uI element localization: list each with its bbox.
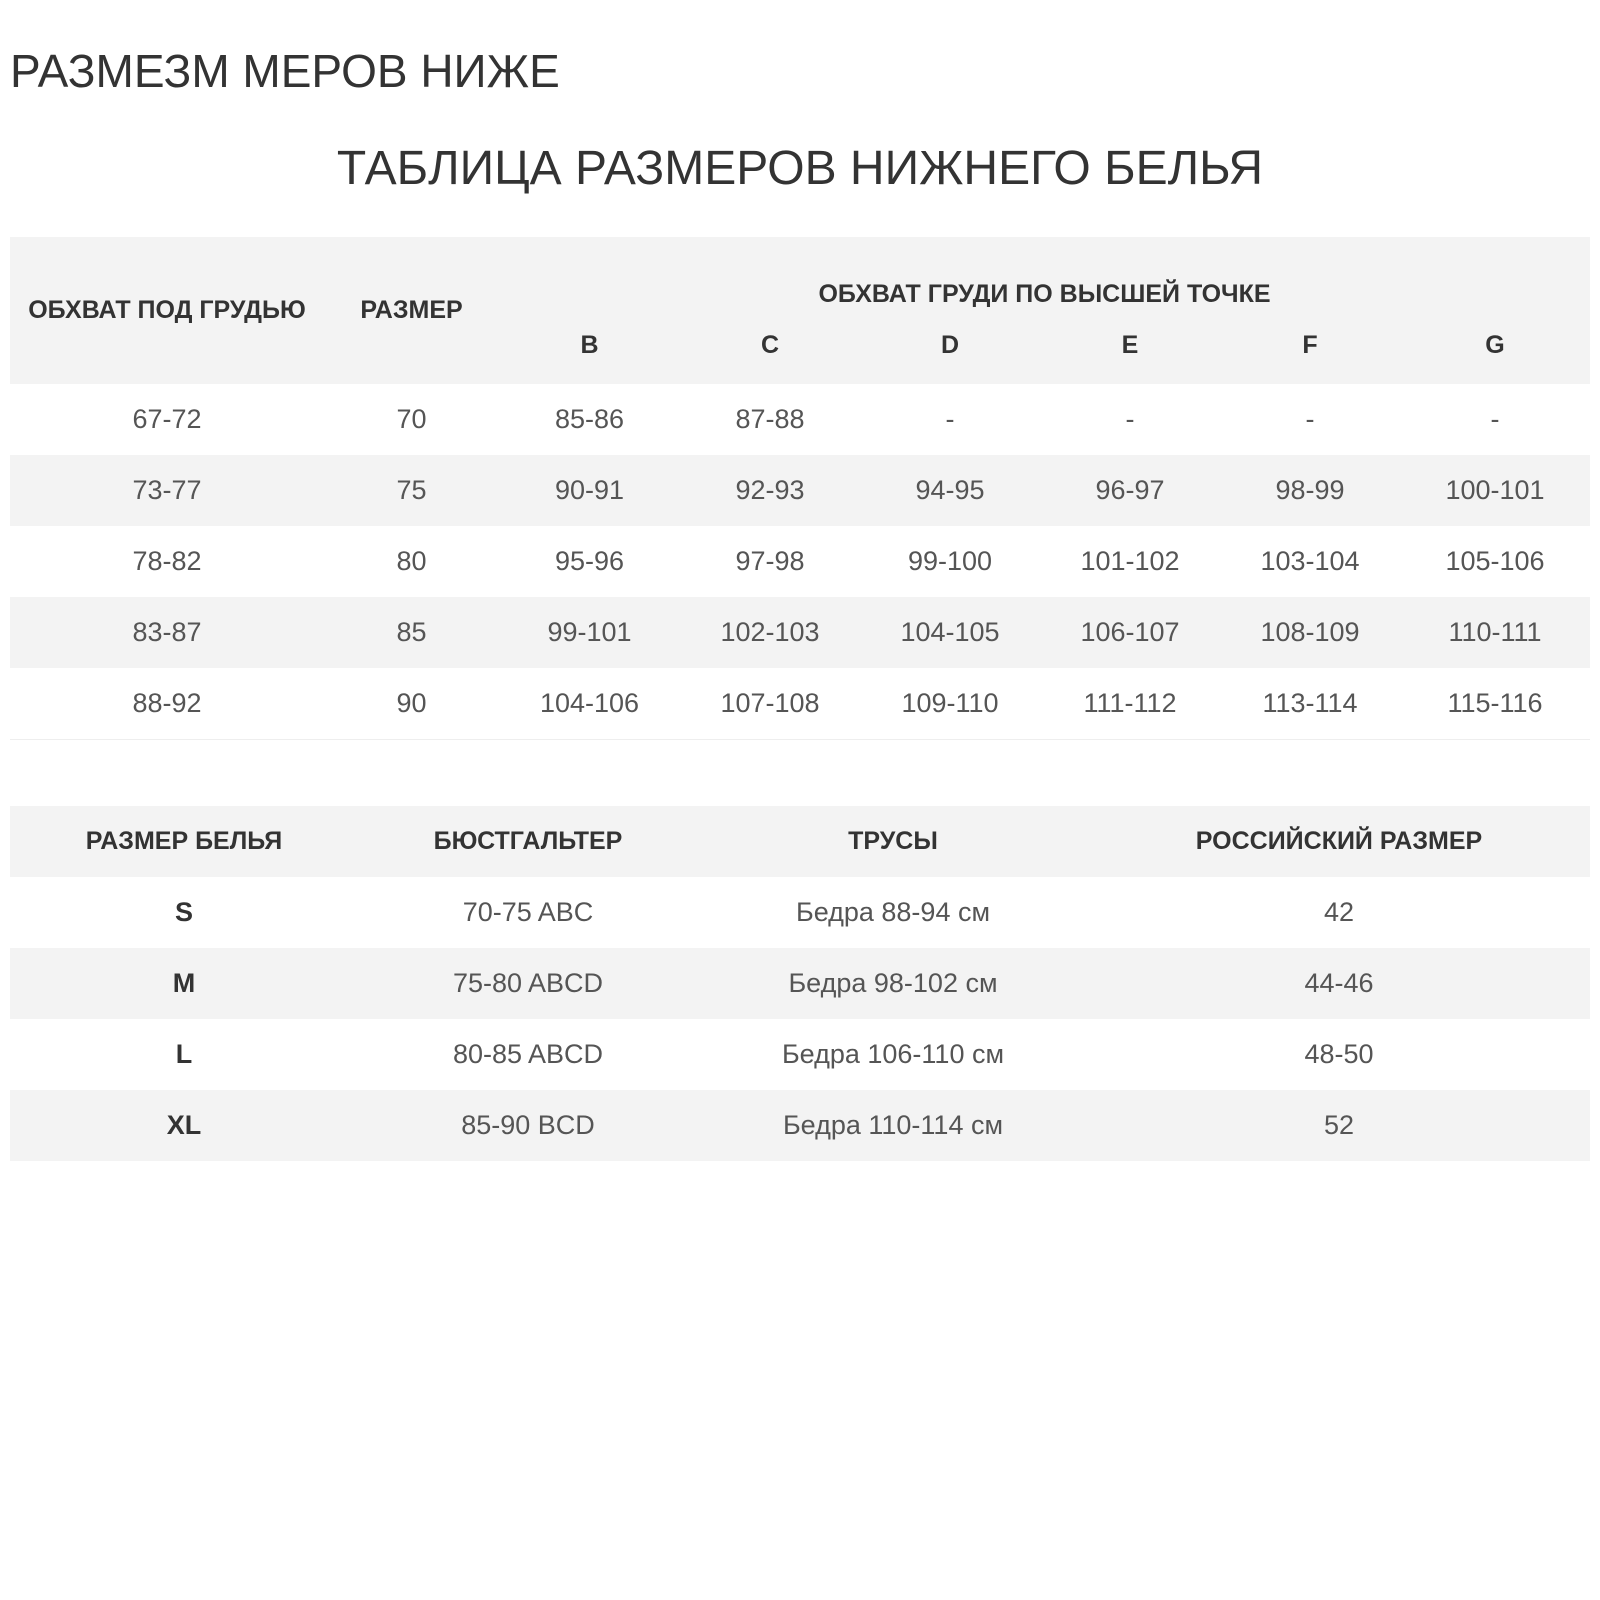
cell-briefs: Бедра 88-94 см xyxy=(795,897,991,927)
table-row xyxy=(10,597,1590,668)
header-lingerie-size: РАЗМЕР БЕЛЬЯ xyxy=(10,806,358,877)
cell-cup: 98-99 xyxy=(1220,455,1400,526)
header-cup xyxy=(1400,313,1590,384)
cell-russian-size: 44-46 xyxy=(1088,948,1590,1019)
cell-cup: - xyxy=(1490,404,1500,434)
header-briefs: ТРУСЫ xyxy=(698,806,1088,877)
bra-size-table xyxy=(10,237,1590,740)
header-cup-label: B xyxy=(580,331,599,359)
cell-cup: 85-86 xyxy=(554,404,625,434)
cell-cup: - xyxy=(945,404,955,434)
cell-underbust: 67-72 xyxy=(132,404,202,434)
cell-cup: 110-111 xyxy=(1400,597,1590,668)
cell-cup: 96-97 xyxy=(1040,455,1220,526)
cell-cup: 92-93 xyxy=(680,455,860,526)
header-cup xyxy=(1220,313,1400,384)
header-cup xyxy=(499,313,680,384)
header-bust-group: ОБХВАТ ГРУДИ ПО ВЫСШЕЙ ТОЧКЕ xyxy=(499,237,1590,313)
cell-cup: 104-106 xyxy=(499,668,680,740)
table-row xyxy=(10,1090,1590,1161)
cell-lingerie-size: M xyxy=(10,948,358,1019)
cell-russian-size: 52 xyxy=(1088,1090,1590,1161)
cell-underbust: 78-82 xyxy=(132,546,202,576)
cell-underbust: 73-77 xyxy=(10,455,324,526)
cell-cup: 109-110 xyxy=(860,668,1040,740)
cell-russian-size: 48-50 xyxy=(1304,1039,1374,1069)
lingerie-size-table xyxy=(10,806,1590,1161)
cell-underbust: 88-92 xyxy=(10,668,324,740)
cell-cup: 101-102 xyxy=(1080,546,1180,576)
cell-size: 85 xyxy=(324,597,499,668)
top-heading: РАЗМЕЗМ МЕРОВ НИЖЕ xyxy=(10,45,560,97)
cell-size: 70 xyxy=(396,404,427,434)
cell-cup: 104-105 xyxy=(860,597,1040,668)
cell-cup: 111-112 xyxy=(1040,668,1220,740)
cell-cup: 95-96 xyxy=(554,546,625,576)
table-row xyxy=(10,384,1590,455)
cell-bra: 85-90 BCD xyxy=(358,1090,698,1161)
cell-lingerie-size: S xyxy=(174,897,193,927)
size-table-header-row xyxy=(10,806,1590,877)
cell-cup: 90-91 xyxy=(499,455,680,526)
cell-cup: 115-116 xyxy=(1400,668,1590,740)
cell-russian-size: 42 xyxy=(1323,897,1355,927)
header-russian-size: РОССИЙСКИЙ РАЗМЕР xyxy=(1088,806,1590,877)
table-row xyxy=(10,877,1590,948)
cell-bra: 75-80 ABCD xyxy=(358,948,698,1019)
cell-cup: 87-88 xyxy=(735,404,805,434)
bra-table-header-row xyxy=(10,237,1590,313)
header-underbust: ОБХВАТ ПОД ГРУДЬЮ xyxy=(10,237,324,384)
table-row xyxy=(10,668,1590,740)
cell-cup: - xyxy=(1305,404,1315,434)
header-size: РАЗМЕР xyxy=(324,237,499,384)
cell-size: 75 xyxy=(324,455,499,526)
cell-cup: 99-100 xyxy=(907,546,993,576)
header-bra: БЮСТГАЛЬТЕР xyxy=(358,806,698,877)
header-cup-label: G xyxy=(1485,331,1505,359)
cell-lingerie-size: XL xyxy=(10,1090,358,1161)
table-row xyxy=(10,526,1590,597)
cell-cup: 108-109 xyxy=(1220,597,1400,668)
cell-cup: - xyxy=(1125,404,1135,434)
cell-briefs: Бедра 110-114 см xyxy=(698,1090,1088,1161)
cell-cup: 100-101 xyxy=(1400,455,1590,526)
cell-cup: 97-98 xyxy=(735,546,805,576)
header-cup-label: F xyxy=(1302,331,1318,359)
table-row xyxy=(10,1019,1590,1090)
header-cup xyxy=(860,313,1040,384)
cell-briefs: Бедра 98-102 см xyxy=(698,948,1088,1019)
header-cup-label: E xyxy=(1121,331,1139,359)
header-cup-label: D xyxy=(940,331,960,359)
cell-underbust: 83-87 xyxy=(10,597,324,668)
cell-bra: 70-75 ABC xyxy=(462,897,594,927)
table-row xyxy=(10,455,1590,526)
header-cup xyxy=(1040,313,1220,384)
cell-briefs: Бедра 106-110 см xyxy=(781,1039,1005,1069)
cell-cup: 106-107 xyxy=(1040,597,1220,668)
cell-cup: 102-103 xyxy=(680,597,860,668)
cell-cup: 105-106 xyxy=(1445,546,1545,576)
page-title: ТАБЛИЦА РАЗМЕРОВ НИЖНЕГО БЕЛЬЯ xyxy=(336,142,1264,195)
cell-size: 90 xyxy=(324,668,499,740)
cell-lingerie-size: L xyxy=(175,1039,193,1069)
cell-cup: 107-108 xyxy=(680,668,860,740)
header-cup xyxy=(680,313,860,384)
cell-size: 80 xyxy=(396,546,427,576)
cell-cup: 94-95 xyxy=(860,455,1040,526)
cell-cup: 103-104 xyxy=(1260,546,1360,576)
cell-bra: 80-85 ABCD xyxy=(452,1039,604,1069)
header-cup-label: C xyxy=(760,331,780,359)
table-row xyxy=(10,948,1590,1019)
cell-cup: 99-101 xyxy=(499,597,680,668)
cell-cup: 113-114 xyxy=(1220,668,1400,740)
